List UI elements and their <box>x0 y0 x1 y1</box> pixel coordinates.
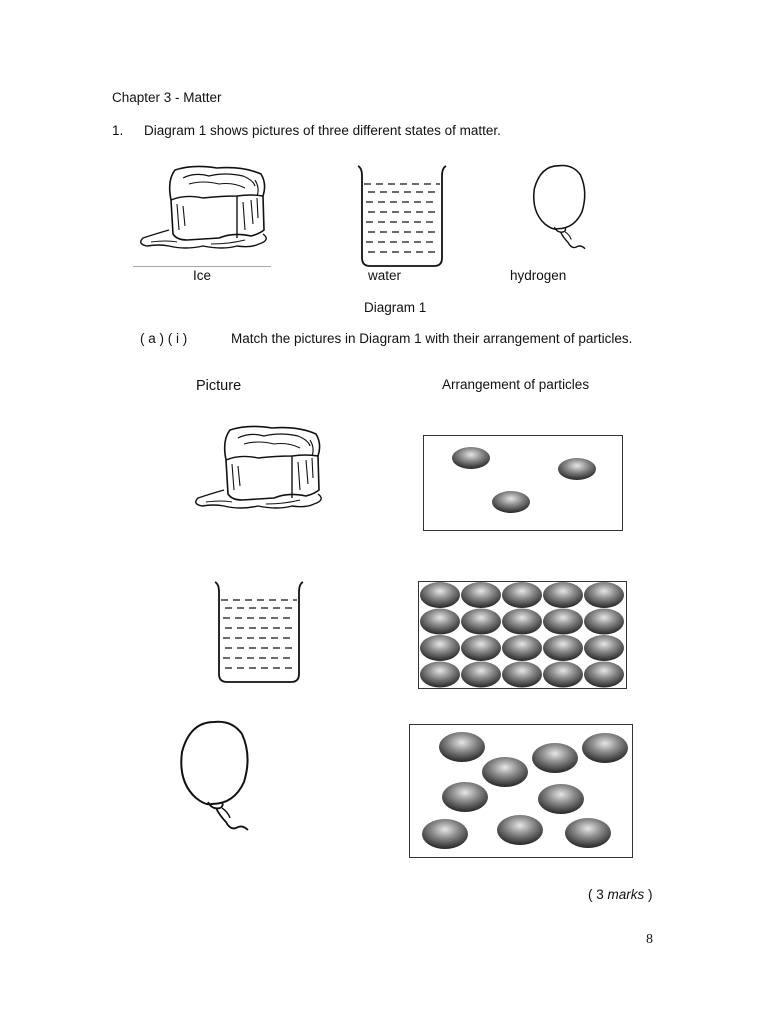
particle <box>502 582 542 608</box>
particle <box>584 635 624 661</box>
particle <box>461 609 501 635</box>
particle <box>461 662 501 688</box>
particle <box>543 635 583 661</box>
particle <box>420 609 460 635</box>
particle <box>420 635 460 661</box>
label-ice: Ice <box>193 268 212 283</box>
particle <box>558 458 596 480</box>
marks-open: ( 3 <box>588 887 608 902</box>
particle <box>461 582 501 608</box>
particle <box>492 491 530 513</box>
water-beaker-picture <box>352 162 452 272</box>
diagram-caption: Diagram 1 <box>364 300 427 315</box>
particle <box>420 662 460 688</box>
question-number: 1. <box>112 123 124 138</box>
arrangement-header: Arrangement of particles <box>442 377 590 392</box>
marks-close: ) <box>644 887 653 902</box>
page-number: 8 <box>646 932 653 947</box>
particle <box>502 609 542 635</box>
particle <box>565 818 611 848</box>
particle <box>543 582 583 608</box>
part-a-label: ( a ) ( i ) <box>140 331 188 346</box>
particle <box>482 757 528 787</box>
hydrogen-balloon-picture <box>512 158 612 258</box>
particle <box>543 662 583 688</box>
particle <box>584 582 624 608</box>
particle <box>420 582 460 608</box>
particle <box>422 819 468 849</box>
chapter-title: Chapter 3 - Matter <box>112 90 222 105</box>
particle <box>452 447 490 469</box>
particle <box>461 635 501 661</box>
particle <box>502 635 542 661</box>
hydrogen-balloon-picture-match <box>168 712 268 842</box>
part-a-text: Match the pictures in Diagram 1 with their arrangement of particles. <box>231 331 633 346</box>
marks-note <box>588 887 653 902</box>
label-water: water <box>368 268 402 283</box>
particle <box>543 609 583 635</box>
marks-word: marks <box>607 887 645 902</box>
ice-baseline <box>133 266 271 267</box>
particle <box>502 662 542 688</box>
particle-box-irregular <box>409 724 633 858</box>
label-hydrogen: hydrogen <box>510 268 567 283</box>
particle <box>442 782 488 812</box>
particle-box-packed <box>418 581 627 689</box>
particle-box-sparse <box>423 435 623 531</box>
particle <box>497 815 543 845</box>
particle <box>439 732 485 762</box>
picture-header: Picture <box>196 378 242 394</box>
particle <box>538 784 584 814</box>
ice-picture-match <box>188 418 328 522</box>
water-beaker-picture-match <box>206 578 312 688</box>
question-text: Diagram 1 shows pictures of three different states of matter. <box>144 123 501 138</box>
particle <box>584 662 624 688</box>
particle <box>532 743 578 773</box>
ice-picture <box>133 160 273 260</box>
particle <box>582 733 628 763</box>
particle <box>584 609 624 635</box>
